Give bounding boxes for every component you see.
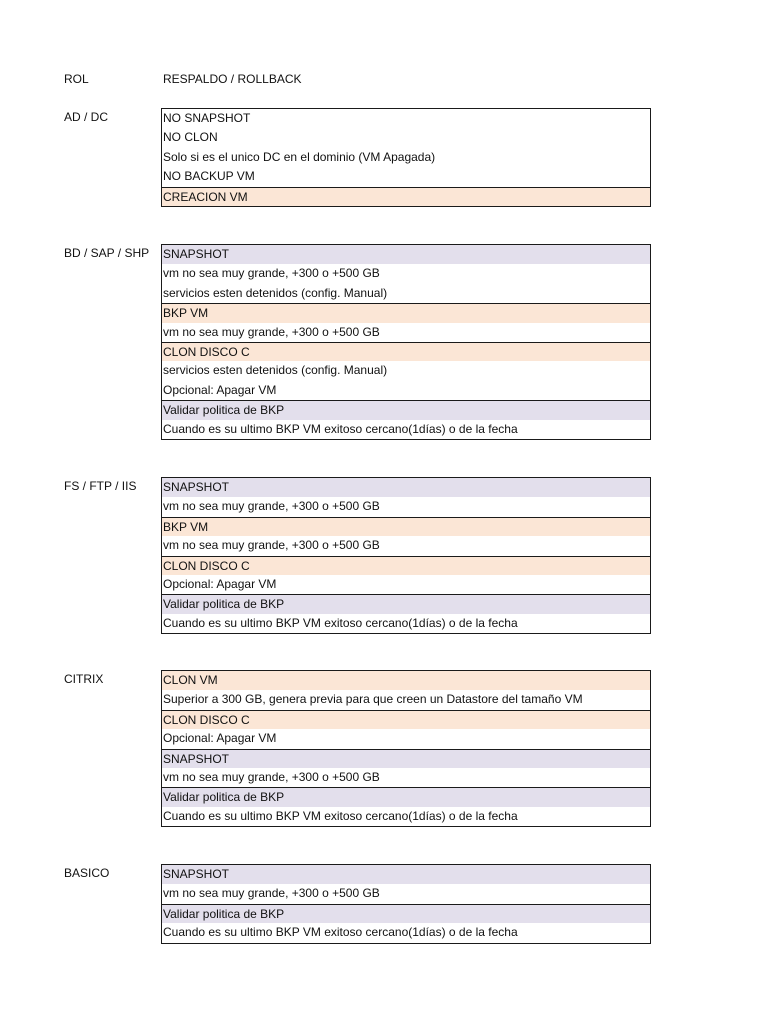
table-row: Opcional: Apagar VM xyxy=(163,731,277,746)
table-row: CLON VM xyxy=(162,671,650,690)
table-row: Opcional: Apagar VM xyxy=(163,382,277,397)
table-row: Cuando es su ultimo BKP VM exitoso cercano(1días) o de la fecha xyxy=(163,615,518,630)
table-row: Cuando es su ultimo BKP VM exitoso cercano(1días) o de la fecha xyxy=(163,925,518,940)
respaldo-table xyxy=(161,670,651,827)
table-row: NO SNAPSHOT xyxy=(163,111,251,125)
table-row: BKP VM xyxy=(162,517,650,536)
table-row: CLON DISCO C xyxy=(162,556,650,575)
table-row: Validar politica de BKP xyxy=(162,787,650,806)
table-row: vm no sea muy grande, +300 o +500 GB xyxy=(163,886,380,901)
respaldo-table xyxy=(161,244,651,440)
table-row: Cuando es su ultimo BKP VM exitoso cercano(1días) o de la fecha xyxy=(163,808,518,823)
table-row: Opcional: Apagar VM xyxy=(163,576,277,591)
table-row: CLON DISCO C xyxy=(162,710,650,729)
table-row: CLON DISCO C xyxy=(162,342,650,361)
table-row: BKP VM xyxy=(162,303,650,322)
table-row: Validar politica de BKP xyxy=(162,904,650,923)
table-row: vm no sea muy grande, +300 o +500 GB xyxy=(163,266,380,281)
table-row: servicios esten detenidos (config. Manual) xyxy=(163,285,388,300)
table-row: SNAPSHOT xyxy=(162,865,650,884)
table-row: SNAPSHOT xyxy=(162,245,650,264)
rol-label: AD / DC xyxy=(64,110,109,124)
table-row: NO CLON xyxy=(163,130,218,145)
respaldo-table xyxy=(161,108,651,207)
header-rol: ROL xyxy=(64,72,89,86)
table-row: Validar politica de BKP xyxy=(162,594,650,613)
table-row: servicios esten detenidos (config. Manual) xyxy=(163,363,388,378)
table-row: Cuando es su ultimo BKP VM exitoso cercano(1días) o de la fecha xyxy=(163,421,518,436)
rol-label: BASICO xyxy=(64,866,110,880)
table-row: Validar politica de BKP xyxy=(162,400,650,419)
table-row: CREACION VM xyxy=(162,187,650,206)
rol-label: CITRIX xyxy=(64,672,104,686)
table-row: Superior a 300 GB, genera previa para que creen un Datastore del tamaño VM xyxy=(163,692,583,707)
rol-label: BD / SAP / SHP xyxy=(64,246,150,260)
header-respaldo-rollback: RESPALDO / ROLLBACK xyxy=(163,72,302,86)
rol-label: FS / FTP / IIS xyxy=(64,479,137,493)
respaldo-table xyxy=(161,477,651,634)
table-row: SNAPSHOT xyxy=(162,478,650,497)
table-row: vm no sea muy grande, +300 o +500 GB xyxy=(163,324,380,339)
table-row: vm no sea muy grande, +300 o +500 GB xyxy=(163,769,380,784)
table-row: NO BACKUP VM xyxy=(163,169,255,184)
table-row: SNAPSHOT xyxy=(162,749,650,768)
table-row: Solo si es el unico DC en el dominio (VM Apagada) xyxy=(163,149,436,164)
respaldo-table xyxy=(161,864,651,944)
table-row: vm no sea muy grande, +300 o +500 GB xyxy=(163,538,380,553)
table-row: vm no sea muy grande, +300 o +500 GB xyxy=(163,499,380,514)
